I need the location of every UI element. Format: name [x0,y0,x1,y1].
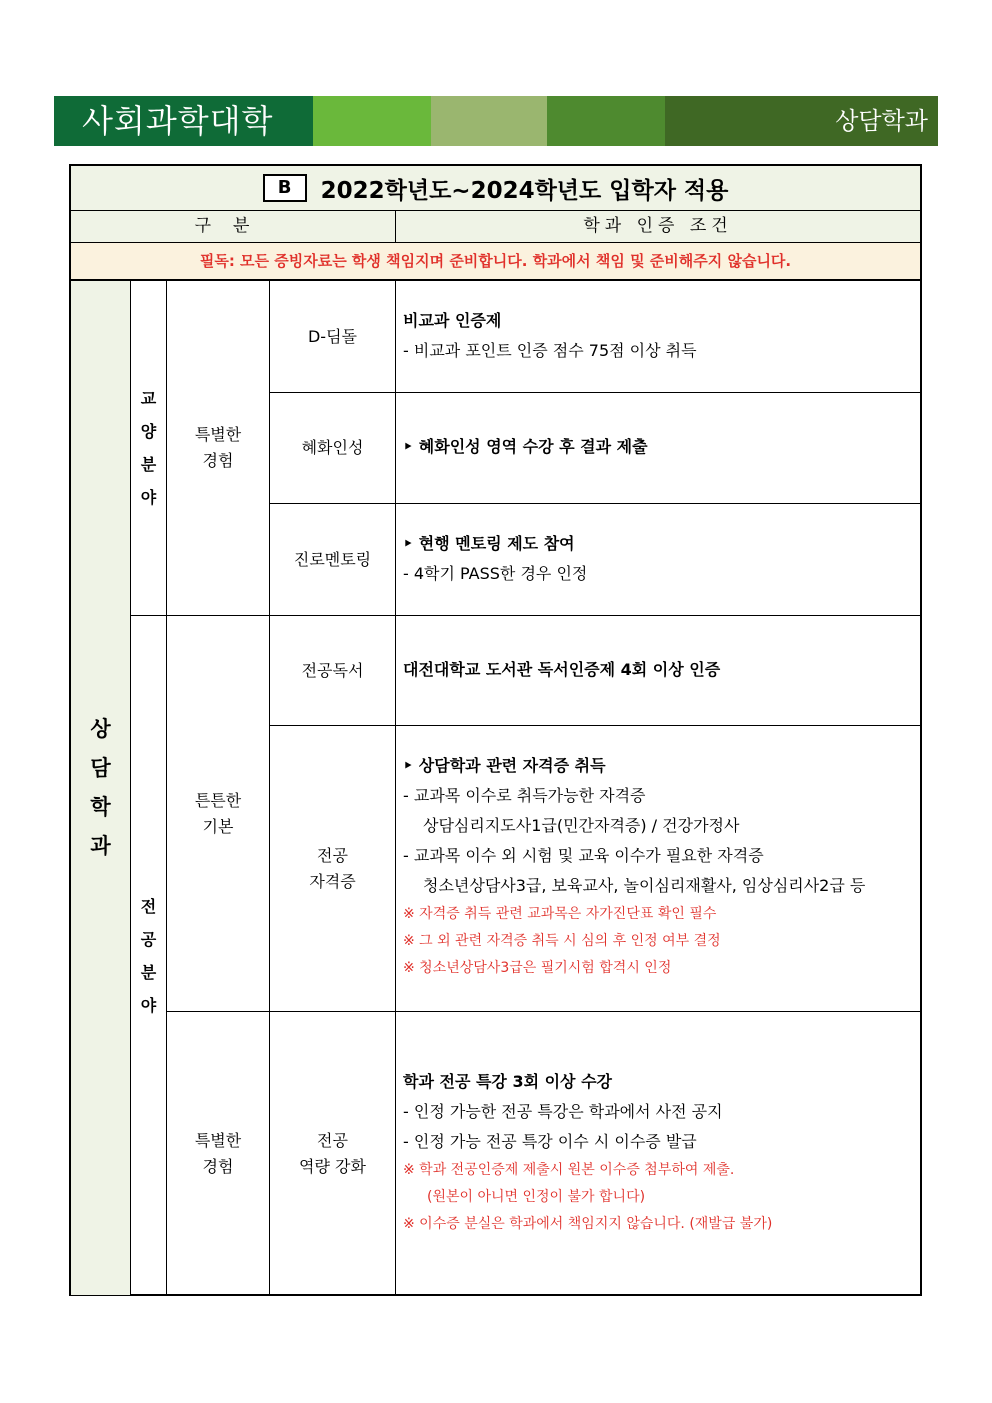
category-solid-basics: 튼튼한 기본 [194,790,242,836]
condition-cell [403,306,697,366]
item-label: 진로멘토링 [293,549,372,569]
table-title-bar [71,166,920,210]
condition-cell [403,1067,772,1238]
column-header-category: 구분 [194,216,272,236]
column-header-row [71,211,920,242]
condition-note: ※ 청소년상담사3급은 필기시험 합격시 인정 [403,960,672,976]
condition-cell [403,655,720,685]
category-special-experience-major: 특별한 경험 [194,1130,242,1176]
item-label: 전공독서 [301,660,364,680]
condition-note: ※ 그 외 관련 자격증 취득 시 심의 후 인정 여부 결정 [403,933,721,949]
banner-segment [547,96,665,146]
condition-line: ‣ 혜화인성 영역 수강 후 결과 제출 [403,437,648,456]
condition-note: ※ 학과 전공인증제 제출시 원본 이수증 첨부하여 제출. [403,1162,735,1178]
table-title: 2022학년도~2024학년도 입학자 적용 [320,177,729,204]
area-major [131,616,166,1295]
item-label: 전공 역량 강화 [299,1130,366,1176]
item-label: D-딤돌 [307,326,357,346]
condition-cell [403,751,865,982]
condition-line: 대전대학교 도서관 독서인증제 4회 이상 인증 [403,660,721,679]
condition-line: - 인정 가능 전공 특강 이수 시 이수증 발급 [403,1132,697,1151]
condition-line: - 교과목 이수 외 시험 및 교육 이수가 필요한 자격증 [403,846,764,865]
area-label-text: 전 공 분 야 [140,896,157,1015]
condition-line: 비교과 인증제 [403,311,502,330]
condition-line: 학과 전공 특강 3회 이상 수강 [403,1072,613,1091]
banner-segment [431,96,547,146]
condition-cell [403,432,648,462]
condition-note: (원본이 아니면 인정이 불가 합니다) [427,1189,646,1205]
condition-line: 청소년상담사3급, 보육교사, 놀이심리재활사, 임상심리사2급 등 [423,876,866,895]
condition-line: - 비교과 포인트 인증 점수 75점 이상 취득 [403,341,697,360]
dept-label-text: 상 담 학 과 [90,717,111,858]
item-label: 혜화인성 [301,438,364,457]
header-banner [54,96,938,146]
condition-line: - 4학기 PASS한 경우 인정 [403,564,588,583]
condition-line: ‣ 현행 멘토링 제도 참여 [403,534,575,553]
condition-line: ‣ 상담학과 관련 자격증 취득 [403,756,606,775]
dept-label [71,281,130,1295]
notice-row: 필독: 모든 증빙자료는 학생 책임지며 준비합니다. 학과에서 책임 및 준비해주지 않습니다. [71,243,920,279]
condition-line: - 교과목 이수로 취득가능한 자격증 [403,786,646,805]
college-title: 사회과학대학 [82,102,274,140]
condition-note: ※ 자격증 취득 관련 교과목은 자가진단표 확인 필수 [403,906,717,922]
area-label-text: 교 양 분 야 [140,389,157,507]
item-label: 전공 자격증 [309,845,356,891]
banner-segment [313,96,431,146]
condition-line: 상담심리지도사1급(민간자격증) / 건강가정사 [423,816,740,835]
department-title: 상담학과 [835,107,928,135]
category-special-experience: 특별한 경험 [194,425,242,470]
column-header-condition: 학과 인증 조건 [583,216,733,236]
condition-note: ※ 이수증 분실은 학과에서 책임지지 않습니다. (재발급 불가) [403,1216,773,1232]
category-badge: B [263,174,307,202]
area-general-education [131,281,166,615]
condition-cell [403,529,587,589]
condition-line: - 인정 가능한 전공 특강은 학과에서 사전 공지 [403,1102,723,1121]
